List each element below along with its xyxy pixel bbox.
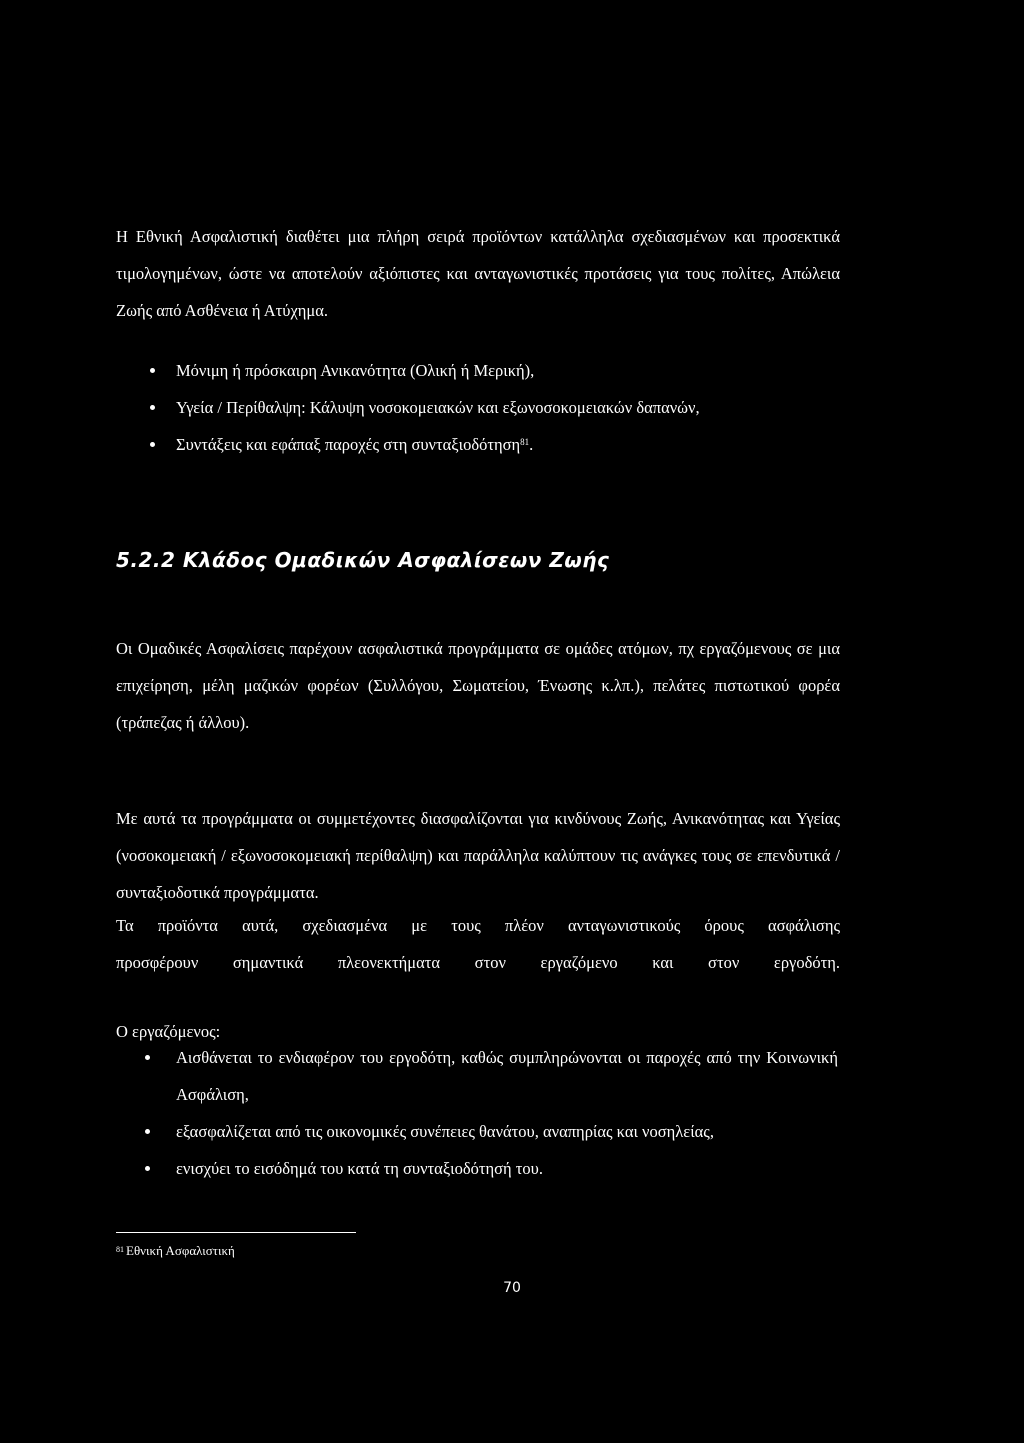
products-paragraph — [116, 907, 840, 981]
employee-label: Ο εργαζόμενος: — [116, 1022, 221, 1041]
list-item-text: εξασφαλίζεται από τις οικονομικές συνέπειες θανάτου, αναπηρίας και νοσηλείας, — [176, 1122, 714, 1141]
list-item-end: . — [529, 435, 534, 454]
bullet-icon — [145, 1055, 150, 1060]
list-item — [176, 352, 856, 389]
list-item — [176, 426, 856, 463]
bullet-icon — [145, 1129, 150, 1134]
footnote — [116, 1241, 235, 1261]
bullet-icon — [150, 405, 155, 410]
bullet-icon — [145, 1166, 150, 1171]
list-item-text: ενισχύει το εισόδημά του κατά τη συνταξιοδότησή του. — [176, 1159, 543, 1178]
list-item — [176, 389, 856, 426]
list-item-text: Συντάξεις και εφάπαξ παροχές στη συνταξιοδότηση — [176, 435, 521, 454]
list-item — [176, 1039, 838, 1113]
list-item-text: Αισθάνεται το ενδιαφέρον του εργοδότη, καθώς συμπληρώνονται οι παροχές από την Κοινωνική Ασφάλιση, — [176, 1048, 838, 1104]
employee-benefits-list — [176, 1039, 838, 1187]
footnote-divider — [116, 1232, 356, 1233]
bullet-icon — [150, 442, 155, 447]
programs-paragraph: Με αυτά τα προγράμματα οι συμμετέχοντες διασφαλίζονται για κινδύνους Ζωής, Ανικανότητας και Υγείας (νοσοκομειακή / εξωνοσοκομειακή περίθαλψη) και παράλληλα καλύπτουν τις ανάγκες τους σε επενδυτικά /συνταξιοδοτικά προγράμματα. — [116, 809, 840, 902]
bullet-icon — [150, 368, 155, 373]
products-line-2: προσφέρουν σημαντικά πλεονεκτήματα στον εργαζόμενο και στον εργοδότη. — [116, 953, 840, 972]
footnote-text: Εθνική Ασφαλιστική — [126, 1243, 235, 1258]
coverage-list — [176, 352, 856, 463]
footnote-reference: 81 — [520, 437, 530, 447]
page-number: 70 — [503, 1280, 521, 1296]
list-item-text: Υγεία / Περίθαλψη: Κάλυψη νοσοκομειακών και εξωνοσοκομειακών δαπανών, — [176, 398, 700, 417]
section-heading: 5.2.2 Κλάδος Ομαδικών Ασφαλίσεων Ζωής — [116, 548, 610, 572]
list-item — [176, 1150, 838, 1187]
footnote-number: 81 — [116, 1245, 124, 1254]
group-insurance-paragraph: Οι Ομαδικές Ασφαλίσεις παρέχουν ασφαλιστικά προγράμματα σε ομάδες ατόμων, πχ εργαζόμενους σε μια επιχείρηση, μέλη μαζικών φορέων (Συλλόγου, Σωματείου, Ένωσης κ.λπ.), πελάτες πιστωτικού φορέα (τράπεζας ή άλλου). — [116, 639, 840, 732]
intro-paragraph: Η Εθνική Ασφαλιστική διαθέτει μια πλήρη σειρά προϊόντων κατάλληλα σχεδιασμένων και προσεκτικά τιμολογημένων, ώστε να αποτελούν αξιόπιστες και ανταγωνιστικές προτάσεις για τους πολίτες, Απώλεια Ζωής από Ασθένεια ή Ατύχημα. — [116, 227, 840, 320]
list-item — [176, 1113, 838, 1150]
products-line-1: Τα προϊόντα αυτά, σχεδιασμένα με τους πλέον ανταγωνιστικούς όρους ασφάλισης — [116, 916, 840, 935]
list-item-text: Μόνιμη ή πρόσκαιρη Ανικανότητα (Ολική ή Μερική), — [176, 361, 535, 380]
